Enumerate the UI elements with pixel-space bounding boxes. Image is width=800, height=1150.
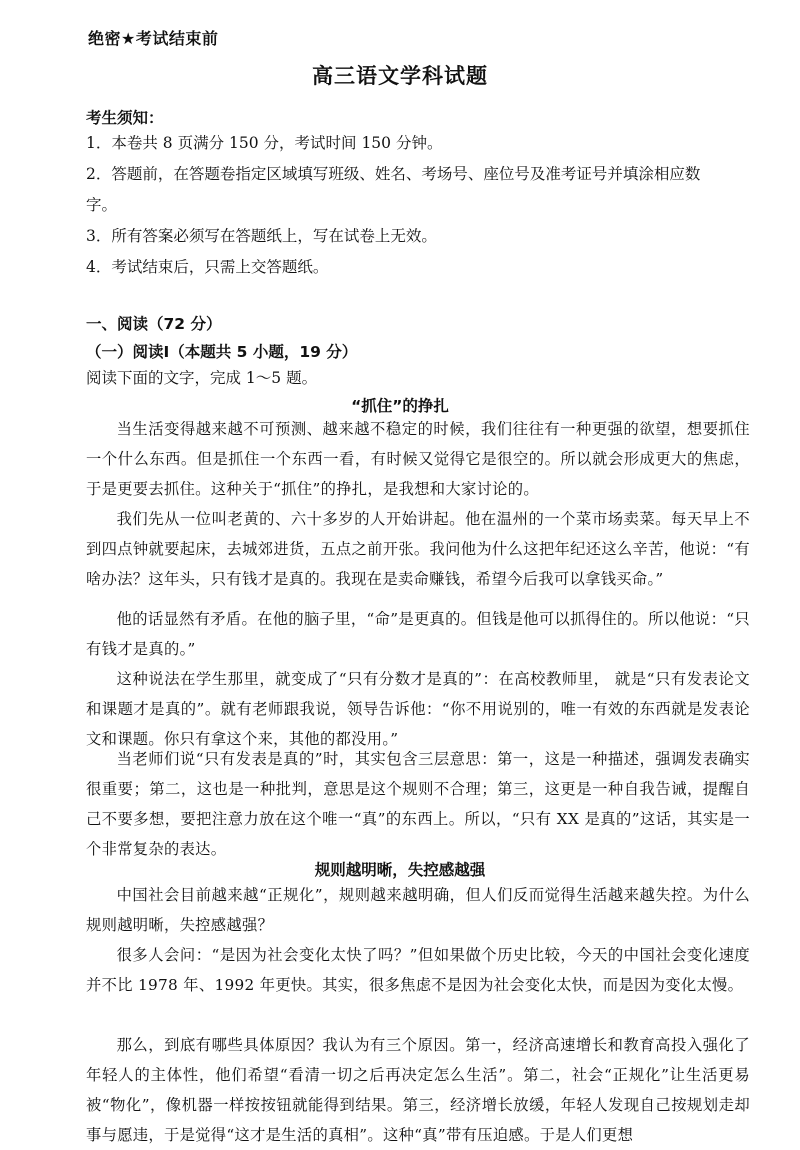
reading-instruction: 阅读下面的文字，完成 1～5 题。 [86,369,318,387]
notice-item-3: 3．所有答案必须写在答题纸上，写在试卷上无效。 [86,227,437,245]
paragraph: 很多人会问：“是因为社会变化太快了吗？”但如果做个历史比较，今天的中国社会变化速度并不比 1978 年、1992 年更快。其实，很多焦虑不是因为社会变化太快，而是因为变化太慢。 [86,946,750,994]
paragraph: 我们先从一位叫老黄的、六十多岁的人开始讲起。他在温州的一个菜市场卖菜。每天早上不到四点钟就要起床，去城郊进货，五点之前开张。我问他为什么这把年纪还这么辛苦，他说：“有啥办法？这年头，只有钱才是真的。我现在是卖命赚钱，希望今后我可以拿钱买命。” [86,510,750,588]
notice-item-1: 1．本卷共 8 页满分 150 分，考试时间 150 分钟。 [86,134,443,152]
paragraph: 当老师们说“只有发表是真的”时，其实包含三层意思：第一，这是一种描述，强调发表确实很重要；第二，这也是一种批判，意思是这个规则不合理；第三，这更是一种自我告诫，提醒自己不要多想，要把注意力放在这个唯一“真”的东西上。所以，“只有 XX 是真的”这话，其实是一个非常复杂的表达。 [86,750,750,858]
paragraph: 当生活变得越来越不可预测、越来越不稳定的时候，我们往往有一种更强的欲望，想要抓住一个什么东西。但是抓住一个东西一看，有时候又觉得它是很空的。所以就会形成更大的焦虑，于是更要去抓住。这种关于“抓住”的挣扎，是我想和大家讨论的。 [86,420,750,498]
sub-part-heading: （一）阅读Ⅰ（本题共 5 小题，19 分） [86,343,358,361]
paragraph: 这种说法在学生那里，就变成了“只有分数才是真的”：在高校教师里， 就是“只有发表论文和课题才是真的”。就有老师跟我说，领导告诉他：“你不用说别的，唯一有效的东西就是发表论文和课题。你只有拿这个来，其他的都没用。” [86,670,750,748]
notice-item-4: 4．考试结束后，只需上交答题纸。 [86,258,329,276]
notice-heading: 考生须知： [86,109,164,127]
confidential-mark: 绝密★考试结束前 [88,29,219,48]
paragraph: 中国社会目前越来越“正规化”，规则越来越明确，但人们反而觉得生活越来越失控。为什么规则越明晰，失控感越强？ [86,886,750,934]
part-heading: 一、阅读（72 分） [86,315,222,333]
paragraph: 那么，到底有哪些具体原因？我认为有三个原因。第一，经济高速增长和教育高投入强化了年轻人的主体性，他们希望“看清一切之后再决定怎么生活”。第二，社会“正规化”让生活更易被“物化”，像机器一样按按钮就能得到结果。第三，经济增长放缓，年轻人发现自己按规划走却事与愿违，于是觉得“这才是生活的真相”。这种“真”带有压迫感。于是人们更想 [86,1036,750,1144]
paragraph: 他的话显然有矛盾。在他的脑子里，“命”是更真的。但钱是他可以抓得住的。所以他说：“只有钱才是真的。” [86,610,750,658]
article-title-1: “抓住”的挣扎 [351,397,449,415]
exam-title: 高三语文学科试题 [312,64,488,88]
article-title-2: 规则越明晰，失控感越强 [314,861,486,879]
notice-item-2-cont: 字。 [86,196,118,214]
notice-item-2: 2．答题前，在答题卷指定区域填写班级、姓名、考场号、座位号及准考证号并填涂相应数 [86,165,701,183]
